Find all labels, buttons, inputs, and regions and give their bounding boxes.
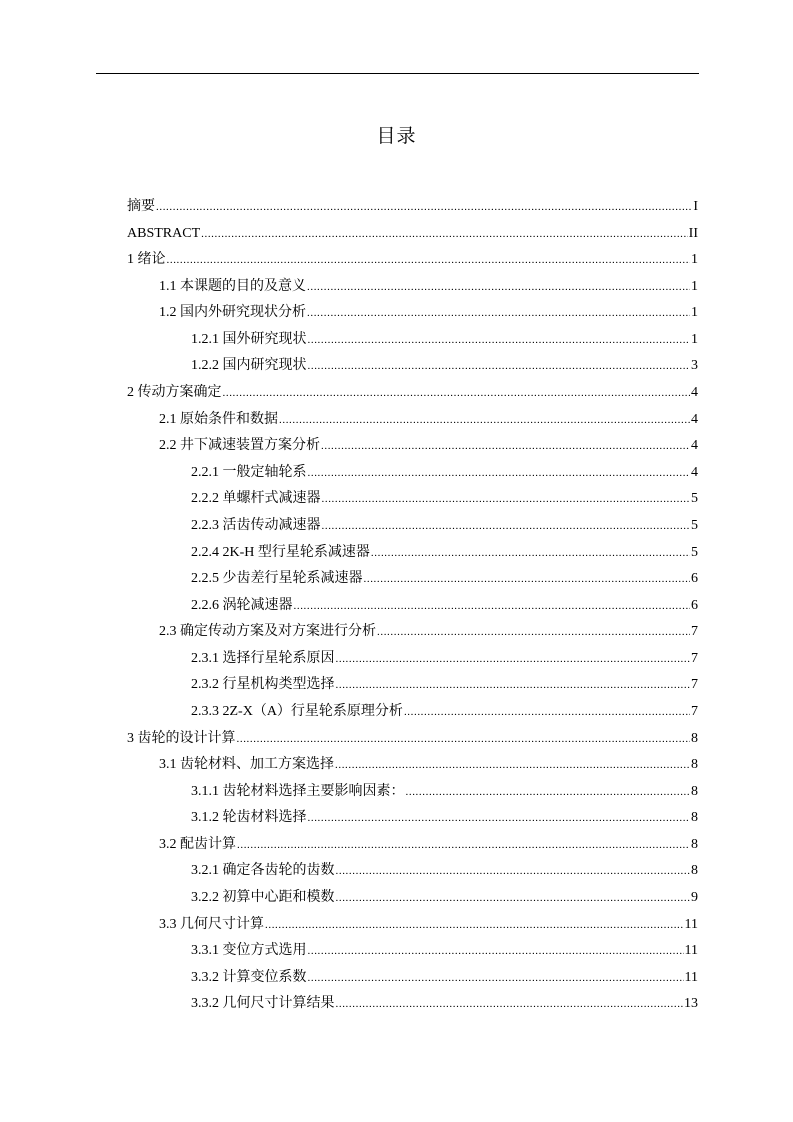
toc-entry-page: 7 xyxy=(691,650,698,666)
toc-dot-leader xyxy=(308,460,691,487)
toc-dot-leader xyxy=(335,752,690,779)
toc-entry[interactable] xyxy=(127,433,698,460)
toc-entry-label: 3.1.2 轮齿材料选择 xyxy=(191,810,307,826)
toc-list xyxy=(127,194,698,1018)
toc-entry-page: I xyxy=(693,199,698,214)
toc-entry-page: 11 xyxy=(684,969,698,985)
toc-dot-leader xyxy=(321,433,690,460)
toc-entry-label: 1.1 本课题的目的及意义 xyxy=(159,278,306,294)
toc-dot-leader xyxy=(308,965,684,992)
toc-entry-label: 3.3 几何尺寸计算 xyxy=(159,916,264,932)
toc-dot-leader xyxy=(201,221,688,248)
toc-entry[interactable] xyxy=(127,619,698,646)
toc-entry-label: 2.2 井下减速装置方案分析 xyxy=(159,438,320,454)
toc-entry[interactable] xyxy=(127,300,698,327)
toc-entry-label: 1.2 国内外研究现状分析 xyxy=(159,305,306,321)
toc-entry-label: 3.1.1 齿轮材料选择主要影响因素： xyxy=(191,783,405,799)
toc-dot-leader xyxy=(307,274,690,301)
toc-dot-leader xyxy=(308,805,691,832)
header-rule xyxy=(96,73,699,74)
toc-entry-page: 11 xyxy=(684,916,698,932)
toc-entry[interactable] xyxy=(127,380,698,407)
toc-entry-label: 3.3.2 计算变位系数 xyxy=(191,969,307,985)
toc-dot-leader xyxy=(371,540,690,567)
toc-entry-page: 8 xyxy=(691,863,698,879)
toc-entry[interactable] xyxy=(127,566,698,593)
toc-entry-label: 2.2.3 活齿传动减速器 xyxy=(191,517,321,533)
toc-entry[interactable] xyxy=(127,221,698,248)
toc-dot-leader xyxy=(156,194,692,221)
toc-entry-page: 6 xyxy=(691,597,698,613)
toc-entry-page: 1 xyxy=(691,278,698,294)
toc-entry-label: 1.2.2 国内研究现状 xyxy=(191,358,307,374)
toc-entry[interactable] xyxy=(127,699,698,726)
toc-entry-page: 8 xyxy=(691,783,698,799)
toc-dot-leader xyxy=(336,672,691,699)
toc-entry-label: 3.3.2 几何尺寸计算结果 xyxy=(191,996,335,1012)
toc-entry[interactable] xyxy=(127,486,698,513)
toc-entry-label: ABSTRACT xyxy=(127,225,201,241)
toc-dot-leader xyxy=(406,779,691,806)
toc-entry-page: 5 xyxy=(691,544,698,560)
toc-entry[interactable] xyxy=(127,194,698,221)
toc-entry[interactable] xyxy=(127,593,698,620)
toc-entry-label: 2.3.2 行星机构类型选择 xyxy=(191,677,335,693)
toc-entry[interactable] xyxy=(127,832,698,859)
toc-entry[interactable] xyxy=(127,247,698,274)
toc-entry-label: 3.3.1 变位方式选用 xyxy=(191,943,307,959)
toc-dot-leader xyxy=(308,353,691,380)
toc-dot-leader xyxy=(294,593,691,620)
toc-entry[interactable] xyxy=(127,912,698,939)
toc-dot-leader xyxy=(265,912,684,939)
toc-dot-leader xyxy=(336,991,684,1018)
toc-entry-page: 7 xyxy=(691,703,698,719)
toc-entry[interactable] xyxy=(127,991,698,1018)
toc-dot-leader xyxy=(167,247,691,274)
toc-dot-leader xyxy=(308,938,684,965)
toc-dot-leader xyxy=(237,832,690,859)
toc-entry-page: II xyxy=(688,225,698,241)
toc-entry[interactable] xyxy=(127,540,698,567)
toc-entry[interactable] xyxy=(127,407,698,434)
toc-entry-page: 11 xyxy=(684,943,698,959)
toc-entry-label: 2.1 原始条件和数据 xyxy=(159,411,278,427)
toc-entry-page: 6 xyxy=(691,571,698,587)
toc-dot-leader xyxy=(404,699,690,726)
toc-dot-leader xyxy=(279,407,690,434)
toc-dot-leader xyxy=(308,327,691,354)
toc-entry-label: 2.2.1 一般定轴轮系 xyxy=(191,464,307,480)
toc-title: 目录 xyxy=(376,125,417,147)
toc-entry-page: 4 xyxy=(691,411,698,427)
toc-entry-page: 5 xyxy=(691,491,698,507)
toc-entry-page: 13 xyxy=(684,996,698,1012)
toc-entry-label: 3 齿轮的设计计算 xyxy=(127,730,236,746)
toc-entry-page: 8 xyxy=(691,836,698,852)
toc-entry[interactable] xyxy=(127,965,698,992)
toc-entry[interactable] xyxy=(127,858,698,885)
toc-entry-page: 3 xyxy=(691,358,698,374)
toc-entry-page: 4 xyxy=(691,385,698,401)
toc-entry-page: 7 xyxy=(691,677,698,693)
toc-entry-page: 1 xyxy=(691,305,698,321)
toc-entry-page: 8 xyxy=(691,810,698,826)
toc-entry-page: 4 xyxy=(691,464,698,480)
toc-entry-label: 1 绪论 xyxy=(127,252,166,268)
toc-entry[interactable] xyxy=(127,274,698,301)
toc-entry[interactable] xyxy=(127,327,698,354)
toc-dot-leader xyxy=(322,513,691,540)
toc-dot-leader xyxy=(307,300,690,327)
toc-entry-label: 2.3.1 选择行星轮系原因 xyxy=(191,650,335,666)
toc-entry[interactable] xyxy=(127,938,698,965)
toc-dot-leader xyxy=(237,726,691,753)
toc-entry-label: 2.2.4 2K-H 型行星轮系减速器 xyxy=(191,544,370,560)
toc-entry-page: 8 xyxy=(691,757,698,773)
toc-entry-label: 2 传动方案确定 xyxy=(127,385,222,401)
toc-dot-leader xyxy=(336,885,691,912)
toc-dot-leader xyxy=(223,380,691,407)
toc-entry-label: 3.2.2 初算中心距和模数 xyxy=(191,890,335,906)
toc-entry-page: 7 xyxy=(691,624,698,640)
toc-entry[interactable] xyxy=(127,646,698,673)
toc-dot-leader xyxy=(336,858,691,885)
toc-entry-label: 摘要 xyxy=(127,199,155,214)
toc-entry-page: 5 xyxy=(691,517,698,533)
toc-entry-page: 8 xyxy=(691,730,698,746)
toc-entry[interactable] xyxy=(127,779,698,806)
toc-entry[interactable] xyxy=(127,752,698,779)
toc-entry[interactable] xyxy=(127,885,698,912)
toc-dot-leader xyxy=(377,619,690,646)
toc-entry-page: 1 xyxy=(691,331,698,347)
toc-entry-label: 3.1 齿轮材料、加工方案选择 xyxy=(159,757,334,773)
toc-entry-label: 2.3.3 2Z-X（A）行星轮系原理分析 xyxy=(191,703,403,719)
toc-entry-label: 3.2 配齿计算 xyxy=(159,836,236,852)
toc-entry-label: 2.2.5 少齿差行星轮系减速器 xyxy=(191,571,363,587)
toc-entry-label: 1.2.1 国外研究现状 xyxy=(191,331,307,347)
toc-entry-label: 2.2.6 涡轮减速器 xyxy=(191,597,293,613)
toc-entry[interactable] xyxy=(127,513,698,540)
toc-entry-label: 2.3 确定传动方案及对方案进行分析 xyxy=(159,624,376,640)
toc-entry-page: 1 xyxy=(691,252,698,268)
toc-entry-page: 9 xyxy=(691,890,698,906)
toc-dot-leader xyxy=(336,646,691,673)
toc-entry-label: 2.2.2 单螺杆式减速器 xyxy=(191,491,321,507)
toc-entry[interactable] xyxy=(127,726,698,753)
toc-entry-page: 4 xyxy=(691,438,698,454)
toc-entry[interactable] xyxy=(127,805,698,832)
toc-entry[interactable] xyxy=(127,460,698,487)
toc-entry[interactable] xyxy=(127,353,698,380)
toc-entry[interactable] xyxy=(127,672,698,699)
toc-dot-leader xyxy=(364,566,691,593)
toc-entry-label: 3.2.1 确定各齿轮的齿数 xyxy=(191,863,335,879)
toc-dot-leader xyxy=(322,486,691,513)
